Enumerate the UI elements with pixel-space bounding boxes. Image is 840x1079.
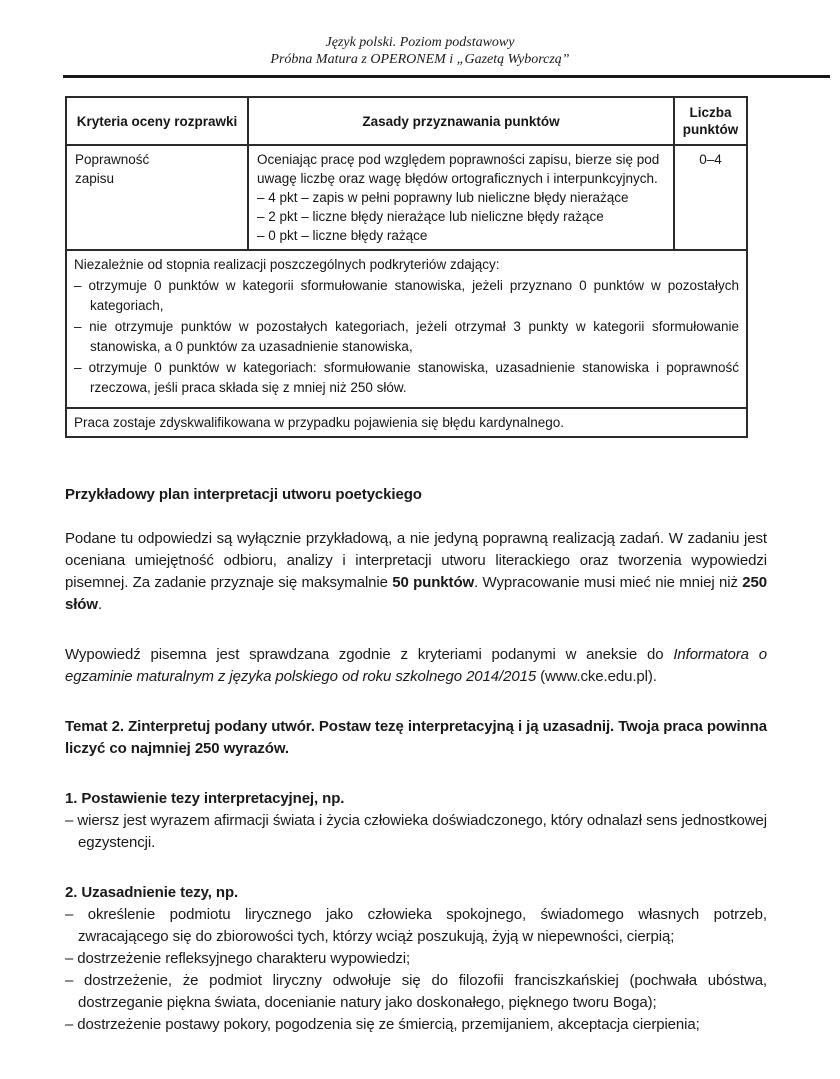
column-header-points: Liczba punktów [674, 97, 747, 145]
criterion-line: Poprawność [75, 152, 150, 167]
rules-point-0: – 0 pkt – liczne błędy rażące [257, 228, 428, 243]
bullet-item: – wiersz jest wyrazem afirmacji świata i życia człowieka doświadczonego, który odnalazł sens jednostkowej egzystencji. [65, 811, 767, 851]
informator-url: (www.cke.edu.pl). [536, 667, 657, 685]
section-2-bullets [65, 904, 767, 1036]
footnote-item: – nie otrzymuje punktów w pozostałych kategoriach, jeżeli otrzymał 3 punkty w kategorii sformułowanie stanowiska, a 0 punktów za uzasadnienie stanowiska, [74, 318, 739, 354]
points-cell: 0–4 [674, 145, 747, 250]
section-1-heading: 1. Postawienie tezy interpretacyjnej, np. [65, 789, 345, 807]
section-2-heading: 2. Uzasadnienie tezy, np. [65, 883, 239, 901]
min-words-text: 250 słów [65, 573, 767, 613]
disqualification-cell: Praca zostaje zdyskwalifikowana w przypadku pojawienia się błędu kardynalnego. [66, 408, 747, 437]
column-header-criteria: Kryteria oceny rozprawki [66, 97, 248, 145]
bullet-item: – dostrzeżenie refleksyjnego charakteru wypowiedzi; [65, 949, 411, 967]
footnote-intro: Niezależnie od stopnia realizacji poszczególnych podkryteriów zdający: [74, 257, 500, 272]
table-header-row [66, 97, 747, 145]
table-row-poprawnosc-zapisu [66, 145, 747, 250]
table-footnote-row [66, 250, 747, 408]
intro-paragraph [65, 528, 767, 616]
rules-point-2: – 2 pkt – liczne błędy nierażące lub nieliczne błędy rażące [257, 209, 604, 224]
body-content [65, 484, 767, 1036]
rules-point-4: – 4 pkt – zapis w pełni poprawny lub nieliczne błędy nierażące [257, 190, 629, 205]
running-head [0, 0, 840, 68]
header-rule [63, 75, 830, 78]
footnote-item: – otrzymuje 0 punktów w kategoriach: sformułowanie stanowiska, uzasadnienie stanowiska i poprawność rzeczowa, jeśli praca składa się z mniej niż 250 słów. [74, 359, 739, 395]
rules-intro: Oceniając pracę pod względem poprawności zapisu, bierze się pod uwagę liczbę oraz wagę błędów ortograficznych i interpunkcyjnych. [257, 152, 660, 186]
rules-cell [248, 145, 674, 250]
max-points-text: 50 punktów [392, 573, 475, 591]
bullet-item: – określenie podmiotu lirycznego jako człowieka spokojnego, świadomego własnych potrzeb, zwracającego się do zbiorowości tych, którzy wciąż poszukują, żyją w niepewności, cierpią; [65, 905, 767, 945]
informator-text: Wypowiedź pisemna jest sprawdzana zgodnie z kryteriami podanymi w aneksie do [65, 645, 674, 663]
criterion-cell [66, 145, 248, 250]
bullet-item: – dostrzeżenie, że podmiot liryczny odwołuje się do filozofii franciszkańskiej (pochwała ubóstwa, dostrzeganie piękna świata, docenianie natury jako doskonałego, pięknego tworu Boga); [65, 971, 767, 1011]
intro-text: . Wypracowanie musi mieć nie mniej niż [474, 573, 743, 591]
intro-text: . [97, 595, 103, 613]
informator-title: Informatora o egzaminie maturalnym z języka polskiego od roku szkolnego 2014/2015 [65, 645, 767, 685]
temat-paragraph: Temat 2. Zinterpretuj podany utwór. Postaw tezę interpretacyjną i ją uzasadnij. Twoja praca powinna liczyć co najmniej 250 wyrazów. [65, 717, 767, 757]
running-head-line-1: Język polski. Poziom podstawowy [325, 35, 515, 50]
criterion-line: zapisu [75, 171, 115, 186]
running-head-line-2: Próbna Matura z OPERONEM i „Gazetą Wyborczą” [270, 52, 570, 67]
intro-text: Podane tu odpowiedzi są wyłącznie przykładową, a nie jedyną poprawną realizacją zadań. W zadaniu jest oceniana umiejętność odbioru, analizy i interpretacji utworu literackiego oraz tworzenia wypowiedzi pisemnej. Za zadanie przyznaje się maksymalnie [65, 529, 767, 591]
informator-paragraph [65, 644, 767, 688]
table-disqualification-row [66, 408, 747, 437]
section-1-bullets [65, 810, 767, 854]
bullet-item: – dostrzeżenie postawy pokory, pogodzenia się ze śmiercią, przemijaniem, akceptacja cierpienia; [65, 1015, 700, 1033]
column-header-rules: Zasady przyznawania punktów [248, 97, 674, 145]
footnote-item: – otrzymuje 0 punktów w kategorii sformułowanie stanowiska, jeżeli przyznano 0 punktów w pozostałych kategoriach, [74, 277, 739, 313]
footnote-cell [66, 250, 747, 408]
criteria-table [65, 96, 748, 438]
plan-heading: Przykładowy plan interpretacji utworu poetyckiego [65, 485, 422, 503]
